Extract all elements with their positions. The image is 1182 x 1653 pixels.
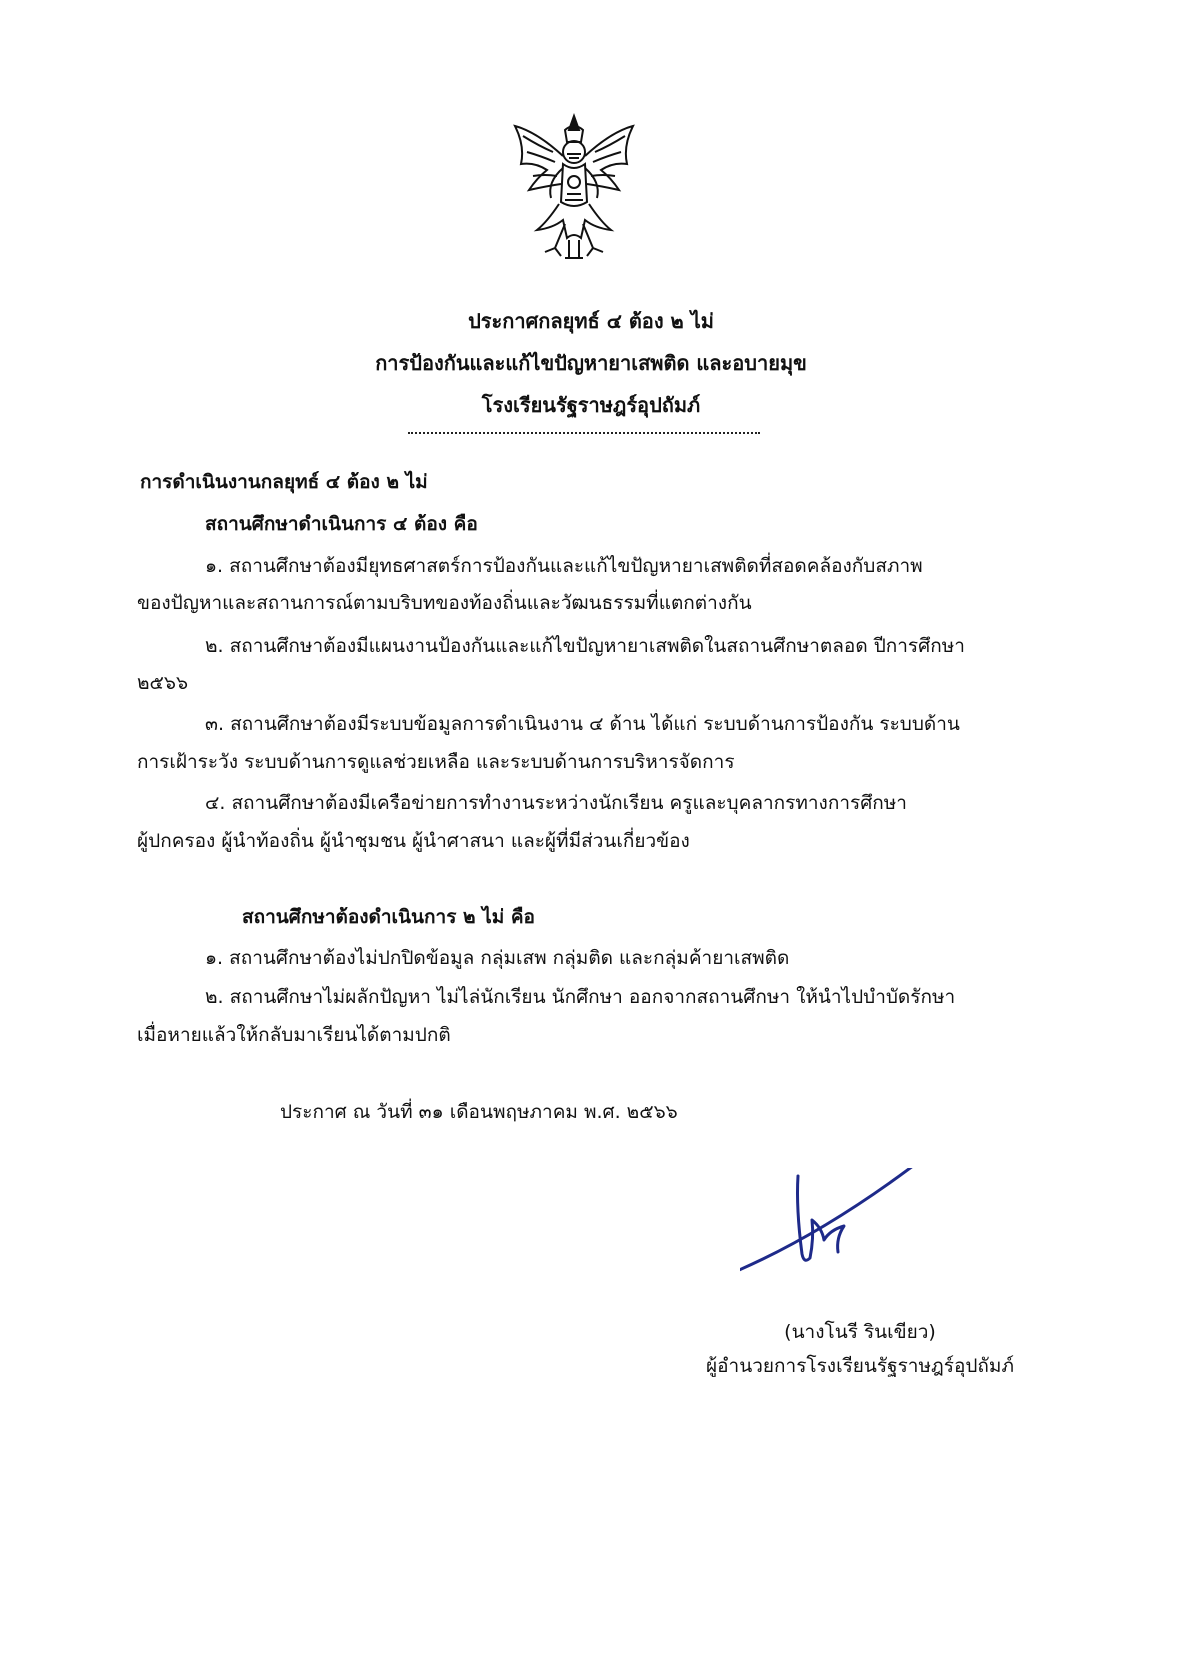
signatory-position: ผู้อำนวยการโรงเรียนรัฐราษฎร์อุปถัมภ์: [706, 1355, 1014, 1377]
title-line-1: ประกาศกลยุทธ์ ๔ ต้อง ๒ ไม่: [468, 309, 714, 333]
must-item-1-line-2: ของปัญหาและสถานการณ์ตามบริบทของท้องถิ่นและวัฒนธรรมที่แตกต่างกัน: [137, 592, 752, 614]
must-item-4-line-2: ผู้ปกครอง ผู้นำท้องถิ่น ผู้นำชุมชน ผู้นำศาสนา และผู้ที่มีส่วนเกี่ยวข้อง: [137, 830, 690, 852]
mustnot-item-1-line-1: ๑. สถานศึกษาต้องไม่ปกปิดข้อมูล กลุ่มเสพ กลุ่มติด และกลุ่มค้ายาเสพติด: [205, 947, 790, 969]
title-line-3: โรงเรียนรัฐราษฎร์อุปถัมภ์: [481, 393, 701, 417]
document-title: [0, 300, 1182, 426]
must-item-4-line-1: ๔. สถานศึกษาต้องมีเครือข่ายการทำงานระหว่างนักเรียน ครูและบุคลากรทางการศึกษา: [205, 792, 907, 814]
mustnot-item-2-line-1: ๒. สถานศึกษาไม่ผลักปัญหา ไม่ไล่นักเรียน นักศึกษา ออกจากสถานศึกษา ให้นำไปบำบัดรักษา: [205, 986, 956, 1008]
garuda-emblem-icon: [507, 112, 641, 262]
must-heading: สถานศึกษาดำเนินการ ๔ ต้อง คือ: [205, 513, 478, 535]
signatory-name: (นางโนรี รินเขียว): [784, 1321, 936, 1343]
must-item-2-line-1: ๒. สถานศึกษาต้องมีแผนงานป้องกันและแก้ไขปัญหายาเสพติดในสถานศึกษาตลอด ปีการศึกษา: [205, 635, 965, 657]
handwritten-signature: [740, 1168, 990, 1338]
must-item-3-line-1: ๓. สถานศึกษาต้องมีระบบข้อมูลการดำเนินงาน ๔ ด้าน ได้แก่ ระบบด้านการป้องกัน ระบบด้าน: [205, 713, 960, 735]
section-heading: การดำเนินงานกลยุทธ์ ๔ ต้อง ๒ ไม่: [140, 471, 428, 493]
dotted-divider: [408, 432, 760, 434]
title-line-2: การป้องกันและแก้ไขปัญหายาเสพติด และอบายมุข: [375, 351, 807, 375]
announcement-date: ประกาศ ณ วันที่ ๓๑ เดือนพฤษภาคม พ.ศ. ๒๕๖๖: [280, 1101, 678, 1123]
must-item-3-line-2: การเฝ้าระวัง ระบบด้านการดูแลช่วยเหลือ และระบบด้านการบริหารจัดการ: [137, 751, 735, 773]
signatory-block: [680, 1315, 1040, 1383]
mustnot-item-2-line-2: เมื่อหายแล้วให้กลับมาเรียนได้ตามปกติ: [137, 1024, 451, 1046]
mustnot-heading: สถานศึกษาต้องดำเนินการ ๒ ไม่ คือ: [242, 906, 535, 928]
must-item-1-line-1: ๑. สถานศึกษาต้องมียุทธศาสตร์การป้องกันและแก้ไขปัญหายาเสพติดที่สอดคล้องกับสภาพ: [205, 555, 923, 577]
must-item-2-line-2: ๒๕๖๖: [137, 672, 189, 694]
